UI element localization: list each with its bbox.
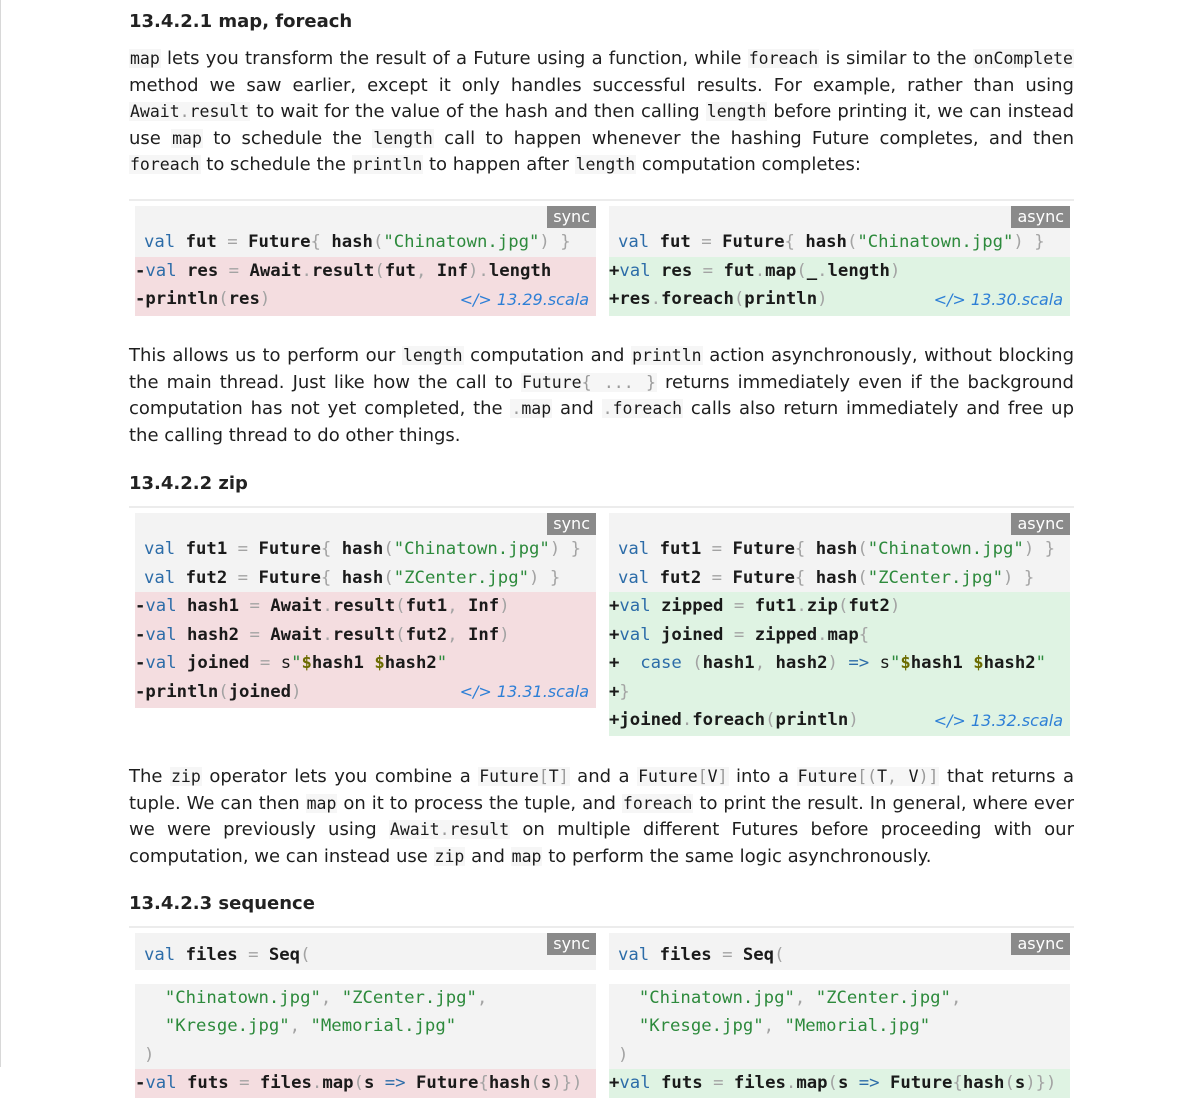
async-badge: async <box>1011 513 1070 535</box>
code-line: -val futs = files.map(s => Future{hash(s)}) <box>135 1069 596 1098</box>
code-line: +res.foreach(println) <box>609 285 1070 314</box>
inline-code: length <box>402 346 463 365</box>
inline-code: .foreach <box>602 399 683 419</box>
code-panel-footer <box>609 314 1070 317</box>
inline-code: onComplete <box>973 49 1073 68</box>
section-sequence <box>129 890 1074 918</box>
paragraph-map-foreach-2 <box>129 343 1074 449</box>
inline-code: foreach <box>622 793 693 813</box>
paragraph-zip <box>129 764 1074 870</box>
code-panel-footer <box>609 735 1070 737</box>
source-file-link[interactable]: </> 13.30.scala <box>933 289 1063 309</box>
section-map-foreach <box>129 8 1074 36</box>
inline-code: foreach <box>130 155 200 175</box>
code-line: "Kresge.jpg", "Memorial.jpg" <box>135 1012 596 1041</box>
async-badge: async <box>1011 206 1070 228</box>
code-line: val fut1 = Future{ hash("Chinatown.jpg") } <box>135 535 596 564</box>
code-line: +val futs = files.map(s => Future{hash(s)}) <box>609 1069 1070 1098</box>
code-line: ) <box>609 1041 1070 1070</box>
code-line: -val res = Await.result(fut, Inf).length <box>135 257 596 286</box>
code-panel-header <box>609 513 1070 535</box>
inline-code: foreach <box>748 49 819 68</box>
code-line: val fut = Future{ hash("Chinatown.jpg") } <box>135 228 596 257</box>
inline-code: map <box>511 846 542 866</box>
inline-code: length <box>706 102 767 122</box>
inline-code: Future[(T, V)] <box>797 767 939 786</box>
body-text-map-foreach-2: This allows us to perform our length computation and println action asynchronously, without blocking the main thread. Just like how the call to Future{ ... } returns immediately even if the background computation has not yet completed, the .map and .foreach calls also return immediately and free up the calling thread to do other things. <box>129 345 1074 446</box>
inline-code: .map <box>511 399 552 419</box>
heading-sequence: 13.4.2.3 sequence <box>129 893 315 914</box>
code-panel-sync <box>135 933 596 1093</box>
code-panel-sync <box>135 206 596 316</box>
code-line: -val hash2 = Await.result(fut2, Inf) <box>135 621 596 650</box>
code-line: val files = Seq( <box>609 941 1070 970</box>
code-panel-async <box>609 513 1070 736</box>
inline-code: zip <box>434 846 465 866</box>
inline-code: Await.result <box>389 820 510 840</box>
divider <box>129 506 1074 508</box>
section-zip <box>129 470 1074 498</box>
code-line: "Chinatown.jpg", "ZCenter.jpg", <box>135 984 596 1013</box>
code-panel-header <box>135 206 596 228</box>
code-line: val fut2 = Future{ hash("ZCenter.jpg") } <box>609 564 1070 593</box>
code-panel-header <box>609 206 1070 228</box>
sync-badge: sync <box>547 206 596 228</box>
code-panel-async <box>609 206 1070 316</box>
code-panel-async <box>609 933 1070 1093</box>
page-edge <box>0 0 1 1067</box>
heading-zip: 13.4.2.2 zip <box>129 473 248 494</box>
code-line: +val joined = zipped.map{ <box>609 621 1070 650</box>
code-line: +val zipped = fut1.zip(fut2) <box>609 592 1070 621</box>
inline-code: zip <box>171 767 201 786</box>
code-line: ) <box>135 1041 596 1070</box>
code-line: val fut1 = Future{ hash("Chinatown.jpg") } <box>609 535 1070 564</box>
inline-code: map <box>172 128 202 148</box>
code-line: val fut2 = Future{ hash("ZCenter.jpg") } <box>135 564 596 593</box>
sync-badge: sync <box>547 513 596 535</box>
code-line: "Kresge.jpg", "Memorial.jpg" <box>609 1012 1070 1041</box>
body-text-zip: The zip operator lets you combine a Future[T] and a Future[V] into a Future[(T, V)] that returns a tuple. We can then map on it to process the tuple, and foreach to print the result. In general, where ever we were previously using Await.result on multiple different Futures before proceeding with our computation, we can instead use zip and map to perform the same logic asynchronously. <box>129 766 1074 867</box>
code-line: + case (hash1, hash2) => s"$hash1 $hash2" <box>609 649 1070 678</box>
code-panel-footer <box>135 314 596 317</box>
divider <box>129 199 1074 201</box>
code-line: val files = Seq( <box>135 941 596 970</box>
inline-code: map <box>130 49 160 68</box>
code-line: +} <box>609 678 1070 707</box>
code-line: -println(joined) <box>135 678 596 707</box>
code-panel-footer <box>135 706 596 708</box>
inline-code: Future[V] <box>638 767 728 786</box>
inline-code: length <box>373 128 433 148</box>
source-file-link[interactable]: </> 13.32.scala <box>933 710 1063 730</box>
async-badge: async <box>1011 933 1070 955</box>
inline-code: Await.result <box>130 102 250 122</box>
code-line: val fut = Future{ hash("Chinatown.jpg") } <box>609 228 1070 257</box>
divider <box>129 926 1074 928</box>
inline-code: map <box>306 793 337 813</box>
inline-code: Future{ ... } <box>521 372 656 392</box>
source-file-link[interactable]: </> 13.31.scala <box>459 682 589 701</box>
code-line: +joined.foreach(println) <box>609 706 1070 735</box>
source-file-link[interactable]: </> 13.29.scala <box>459 289 589 309</box>
code-line: -println(res) <box>135 285 596 314</box>
inline-code: Future[T] <box>479 767 569 786</box>
inline-code: println <box>632 346 702 365</box>
heading-map-foreach: 13.4.2.1 map, foreach <box>129 11 353 32</box>
body-text-map-foreach: map lets you transform the result of a Future using a function, while foreach is similar to the onComplete method we saw earlier, except it only handles successful results. For example, rather than using Await.result to wait for the value of the hash and then calling length before printing it, we can instead use map to schedule the length call to happen whenever the hashing Future completes, and then foreach to schedule the println to happen after length computation completes: <box>129 48 1074 176</box>
code-panel-sync <box>135 513 596 708</box>
sync-badge: sync <box>547 933 596 955</box>
code-line: "Chinatown.jpg", "ZCenter.jpg", <box>609 984 1070 1013</box>
code-panel-header <box>135 513 596 535</box>
inline-code: println <box>352 155 423 175</box>
paragraph-map-foreach <box>129 46 1074 179</box>
inline-code: length <box>575 155 636 175</box>
code-line: -val joined = s"$hash1 $hash2" <box>135 649 596 678</box>
code-line: +val res = fut.map(_.length) <box>609 257 1070 286</box>
code-line: -val hash1 = Await.result(fut1, Inf) <box>135 592 596 621</box>
